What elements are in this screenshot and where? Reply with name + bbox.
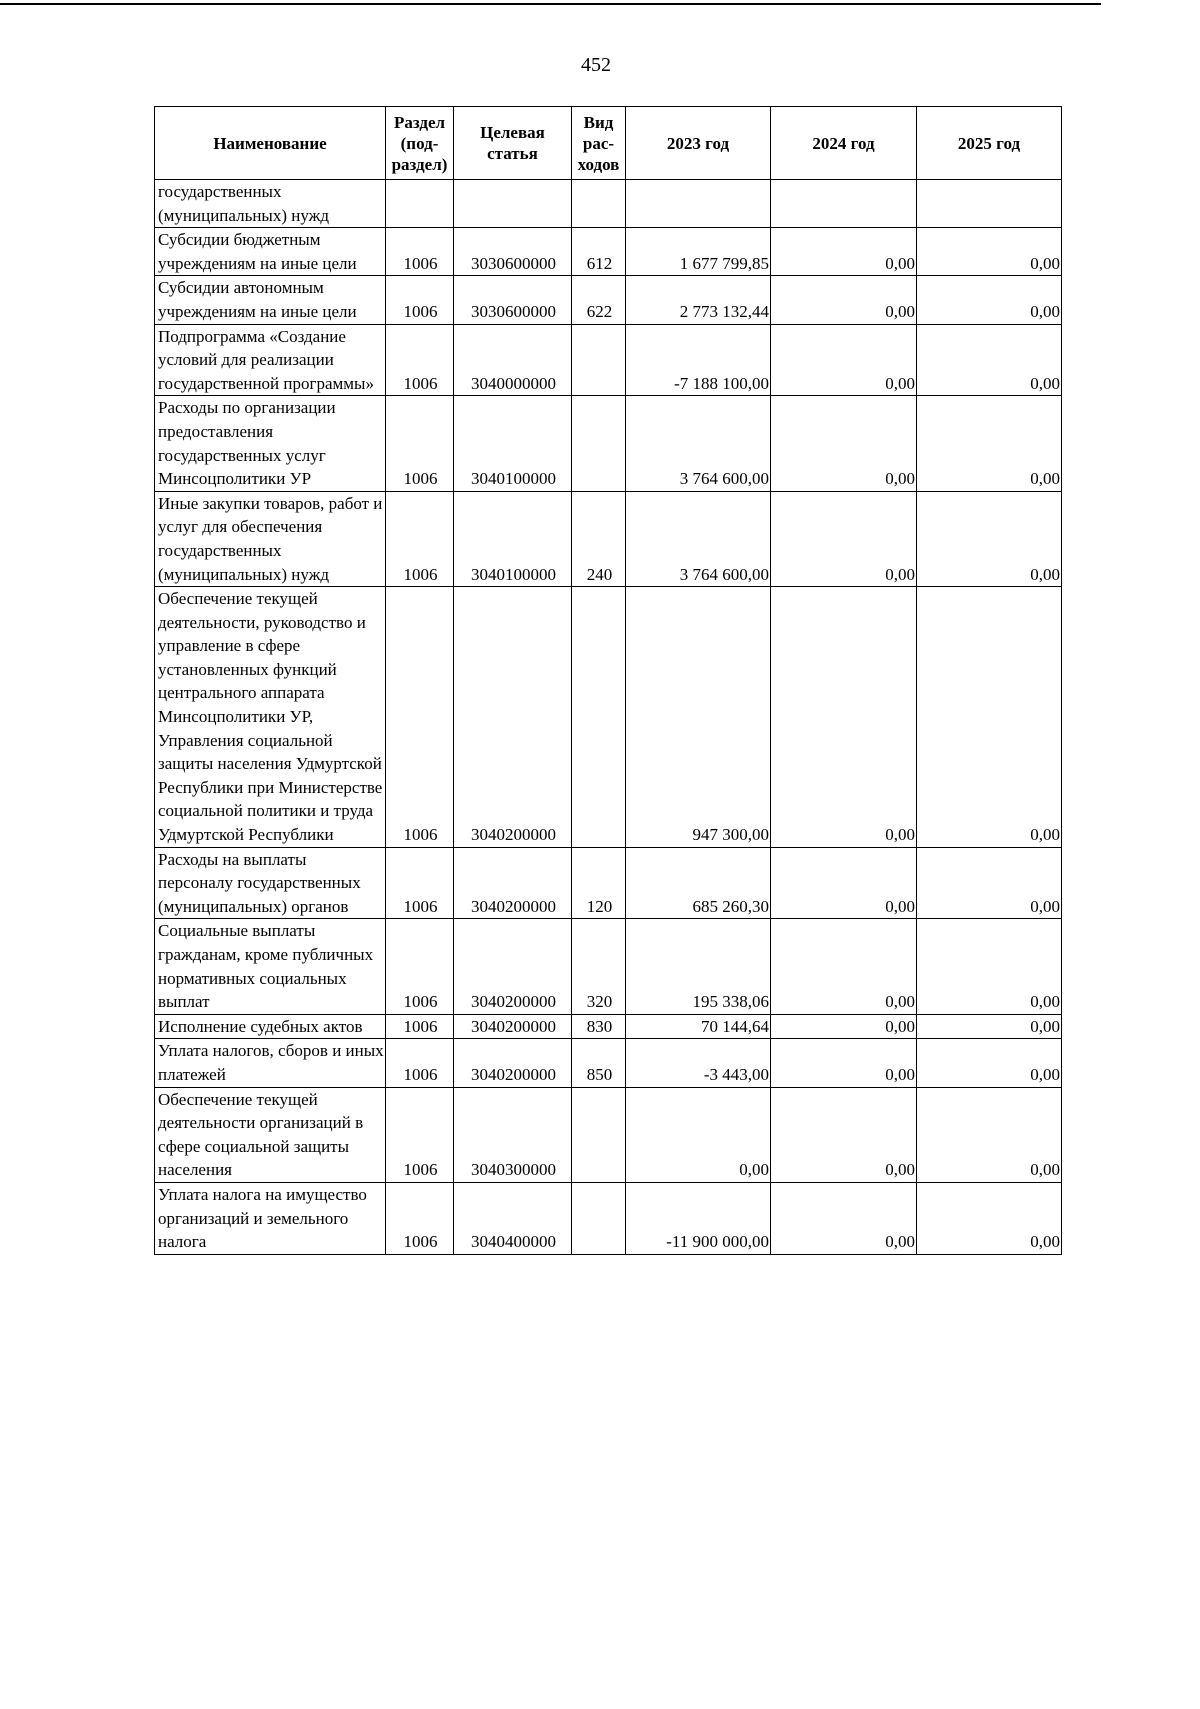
cell-2025: 0,00 <box>917 587 1062 848</box>
cell-name: Расходы на выплаты персоналу государственных (муниципальных) органов <box>155 847 386 919</box>
cell-2024: 0,00 <box>771 1087 917 1182</box>
cell-2024: 0,00 <box>771 1014 917 1039</box>
table-row <box>155 1182 1062 1254</box>
cell-name: Подпрограмма «Создание условий для реализации государственной программы» <box>155 324 386 396</box>
cell-expense-type <box>572 587 626 848</box>
table-row <box>155 847 1062 919</box>
cell-article: 3030600000 <box>454 276 572 324</box>
cell-2025 <box>917 180 1062 228</box>
top-border-line <box>0 3 1101 5</box>
header-2024: 2024 год <box>771 107 917 180</box>
cell-expense-type <box>572 396 626 491</box>
cell-article: 3040000000 <box>454 324 572 396</box>
cell-2025: 0,00 <box>917 1182 1062 1254</box>
cell-article: 3030600000 <box>454 228 572 276</box>
cell-section: 1006 <box>386 1182 454 1254</box>
cell-2024: 0,00 <box>771 847 917 919</box>
cell-2023: 70 144,64 <box>626 1014 771 1039</box>
cell-2024: 0,00 <box>771 1182 917 1254</box>
cell-expense-type <box>572 324 626 396</box>
cell-name: Обеспечение текущей деятельности организаций в сфере социальной защиты населения <box>155 1087 386 1182</box>
cell-section: 1006 <box>386 847 454 919</box>
cell-2024: 0,00 <box>771 228 917 276</box>
cell-2024: 0,00 <box>771 324 917 396</box>
table-row <box>155 228 1062 276</box>
cell-2023: 1 677 799,85 <box>626 228 771 276</box>
cell-2024: 0,00 <box>771 1039 917 1087</box>
header-article: Целевая статья <box>454 107 572 180</box>
cell-2023 <box>626 180 771 228</box>
cell-section: 1006 <box>386 491 454 586</box>
cell-section: 1006 <box>386 324 454 396</box>
cell-name: Уплата налога на имущество организаций и земельного налога <box>155 1182 386 1254</box>
cell-2025: 0,00 <box>917 228 1062 276</box>
cell-section: 1006 <box>386 919 454 1014</box>
cell-2023: -7 188 100,00 <box>626 324 771 396</box>
table-row <box>155 324 1062 396</box>
cell-expense-type: 830 <box>572 1014 626 1039</box>
cell-name: Уплата налогов, сборов и иных платежей <box>155 1039 386 1087</box>
cell-2025: 0,00 <box>917 324 1062 396</box>
cell-2023: 3 764 600,00 <box>626 491 771 586</box>
cell-article <box>454 180 572 228</box>
table-row <box>155 587 1062 848</box>
cell-expense-type: 612 <box>572 228 626 276</box>
cell-article: 3040200000 <box>454 587 572 848</box>
cell-article: 3040200000 <box>454 1014 572 1039</box>
table-row <box>155 491 1062 586</box>
cell-2025: 0,00 <box>917 847 1062 919</box>
table-header-row <box>155 107 1062 180</box>
cell-section: 1006 <box>386 276 454 324</box>
cell-name: Субсидии автономным учреждениям на иные цели <box>155 276 386 324</box>
cell-article: 3040200000 <box>454 919 572 1014</box>
cell-expense-type: 240 <box>572 491 626 586</box>
cell-article: 3040200000 <box>454 1039 572 1087</box>
cell-section: 1006 <box>386 587 454 848</box>
cell-expense-type <box>572 180 626 228</box>
table-row <box>155 1039 1062 1087</box>
header-name: Наименование <box>155 107 386 180</box>
cell-name: Исполнение судебных актов <box>155 1014 386 1039</box>
cell-2024: 0,00 <box>771 396 917 491</box>
cell-2024: 0,00 <box>771 276 917 324</box>
cell-2024 <box>771 180 917 228</box>
cell-2025: 0,00 <box>917 1039 1062 1087</box>
page-number: 452 <box>581 54 611 76</box>
header-expense-type: Вид рас-ходов <box>572 107 626 180</box>
cell-section: 1006 <box>386 1087 454 1182</box>
cell-2024: 0,00 <box>771 491 917 586</box>
header-2023: 2023 год <box>626 107 771 180</box>
cell-2025: 0,00 <box>917 919 1062 1014</box>
cell-2023: -11 900 000,00 <box>626 1182 771 1254</box>
cell-name: Обеспечение текущей деятельности, руководство и управление в сфере установленных функций центрального аппарата Минсоцполитики УР, Управления социальной защиты населения Удмуртской Республики при Министерстве социальной политики и труда Удмуртской Республики <box>155 587 386 848</box>
cell-2023: 685 260,30 <box>626 847 771 919</box>
header-section: Раздел (под-раздел) <box>386 107 454 180</box>
cell-article: 3040400000 <box>454 1182 572 1254</box>
cell-name: Иные закупки товаров, работ и услуг для обеспечения государственных (муниципальных) нужд <box>155 491 386 586</box>
cell-expense-type: 850 <box>572 1039 626 1087</box>
cell-article: 3040100000 <box>454 396 572 491</box>
cell-2023: -3 443,00 <box>626 1039 771 1087</box>
table-row <box>155 276 1062 324</box>
cell-2025: 0,00 <box>917 1014 1062 1039</box>
cell-section: 1006 <box>386 228 454 276</box>
cell-2024: 0,00 <box>771 587 917 848</box>
table-row <box>155 919 1062 1014</box>
cell-expense-type: 320 <box>572 919 626 1014</box>
cell-expense-type: 622 <box>572 276 626 324</box>
cell-section: 1006 <box>386 1039 454 1087</box>
cell-name: Социальные выплаты гражданам, кроме публичных нормативных социальных выплат <box>155 919 386 1014</box>
cell-expense-type <box>572 1182 626 1254</box>
cell-2023: 195 338,06 <box>626 919 771 1014</box>
cell-section: 1006 <box>386 396 454 491</box>
cell-2025: 0,00 <box>917 1087 1062 1182</box>
table-row <box>155 396 1062 491</box>
cell-2023: 947 300,00 <box>626 587 771 848</box>
cell-2025: 0,00 <box>917 396 1062 491</box>
cell-name: государственных (муниципальных) нужд <box>155 180 386 228</box>
table-row <box>155 1014 1062 1039</box>
cell-article: 3040100000 <box>454 491 572 586</box>
cell-name: Субсидии бюджетным учреждениям на иные цели <box>155 228 386 276</box>
cell-2025: 0,00 <box>917 276 1062 324</box>
table-row <box>155 180 1062 228</box>
cell-2023: 2 773 132,44 <box>626 276 771 324</box>
cell-name: Расходы по организации предоставления государственных услуг Минсоцполитики УР <box>155 396 386 491</box>
cell-2024: 0,00 <box>771 919 917 1014</box>
cell-article: 3040200000 <box>454 847 572 919</box>
cell-expense-type: 120 <box>572 847 626 919</box>
cell-article: 3040300000 <box>454 1087 572 1182</box>
cell-2025: 0,00 <box>917 491 1062 586</box>
cell-2023: 3 764 600,00 <box>626 396 771 491</box>
header-2025: 2025 год <box>917 107 1062 180</box>
budget-table <box>154 106 1062 1255</box>
table-row <box>155 1087 1062 1182</box>
cell-2023: 0,00 <box>626 1087 771 1182</box>
cell-expense-type <box>572 1087 626 1182</box>
cell-section <box>386 180 454 228</box>
cell-section: 1006 <box>386 1014 454 1039</box>
